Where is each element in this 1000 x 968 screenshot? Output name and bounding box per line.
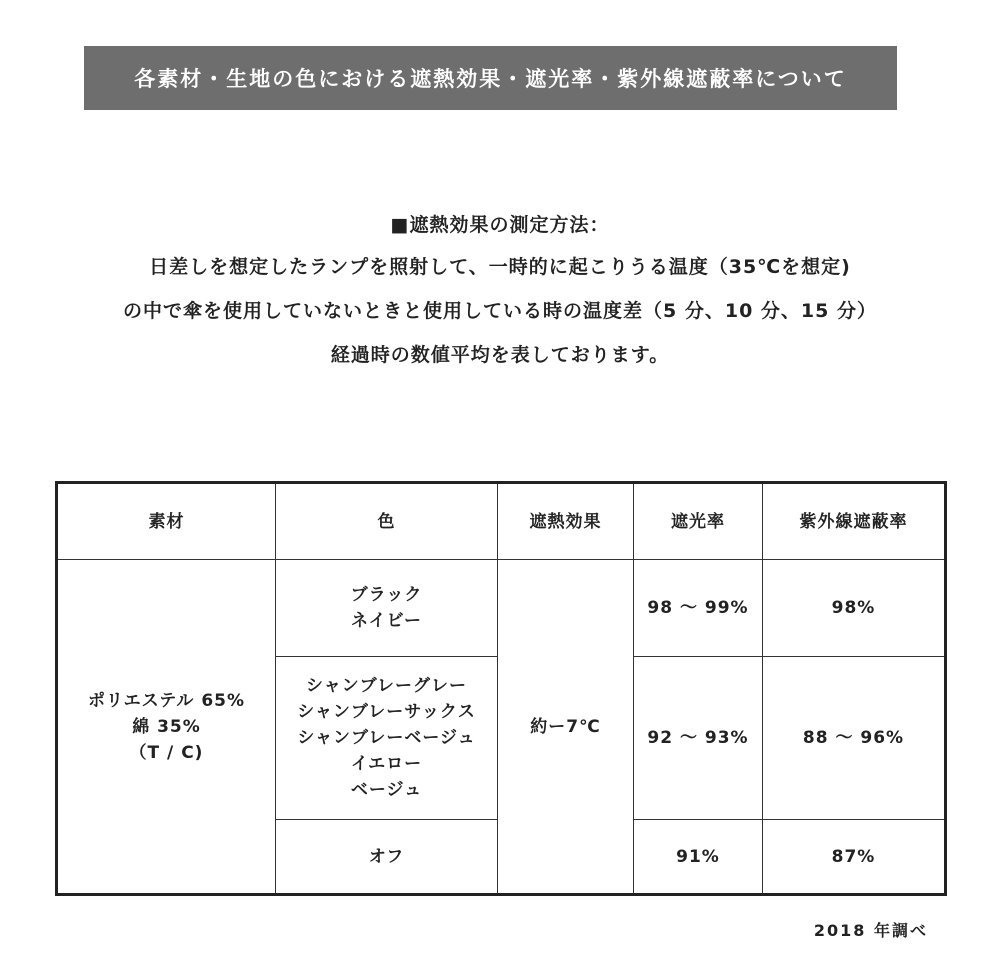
method-line: の中で傘を使用していないときと使用している時の温度差（5 分、10 分、15 分） bbox=[123, 300, 877, 322]
header-title: 各素材・生地の色における遮熱効果・遮光率・紫外線遮蔽率について bbox=[134, 67, 847, 91]
light-blocking-cell: 92 ～ 93% bbox=[634, 657, 763, 820]
uv-blocking-cell: 87% bbox=[763, 820, 946, 895]
header-cell-heat-effect: 遮熱効果 bbox=[498, 483, 634, 560]
header-cell-uv-blocking: 紫外線遮蔽率 bbox=[763, 483, 946, 560]
table-row bbox=[57, 560, 946, 657]
header-banner bbox=[84, 46, 897, 110]
color-cell bbox=[276, 657, 498, 820]
color-name: シャンブレーグレー bbox=[306, 676, 467, 696]
color-name: シャンブレーベージュ bbox=[297, 728, 476, 748]
color-name: イエロー bbox=[350, 754, 423, 774]
color-cell bbox=[276, 820, 498, 895]
method-heading: ■遮熱効果の測定方法： bbox=[390, 214, 610, 236]
material-line: 綿 35% bbox=[132, 716, 201, 737]
uv-blocking-cell: 88 ～ 96% bbox=[763, 657, 946, 820]
uv-blocking-cell: 98% bbox=[763, 560, 946, 657]
color-name: シャンブレーサックス bbox=[297, 702, 476, 722]
measurement-method bbox=[0, 205, 1000, 377]
spec-table bbox=[55, 481, 947, 896]
material-line: （T / C) bbox=[129, 742, 204, 763]
method-line: 日差しを想定したランプを照射して、一時的に起こりうる温度（35℃を想定) bbox=[149, 256, 851, 278]
color-name: ネイビー bbox=[351, 611, 422, 631]
survey-year-note: 2018 年調べ bbox=[813, 921, 928, 940]
material-line: ポリエステル 65% bbox=[87, 690, 246, 711]
color-name: ブラック bbox=[350, 585, 423, 605]
material-cell bbox=[57, 560, 276, 895]
header-cell-light-blocking: 遮光率 bbox=[634, 483, 763, 560]
light-blocking-cell: 91% bbox=[634, 820, 763, 895]
header-cell-color: 色 bbox=[276, 483, 498, 560]
table-header-row bbox=[57, 483, 946, 560]
light-blocking-cell: 98 ～ 99% bbox=[634, 560, 763, 657]
color-name: ベージュ bbox=[350, 780, 423, 800]
heat-effect-cell: 約ー7℃ bbox=[498, 560, 634, 895]
color-cell bbox=[276, 560, 498, 657]
color-name: オフ bbox=[368, 846, 405, 867]
header-cell-material: 素材 bbox=[57, 483, 276, 560]
method-line: 経過時の数値平均を表しております。 bbox=[330, 344, 670, 366]
